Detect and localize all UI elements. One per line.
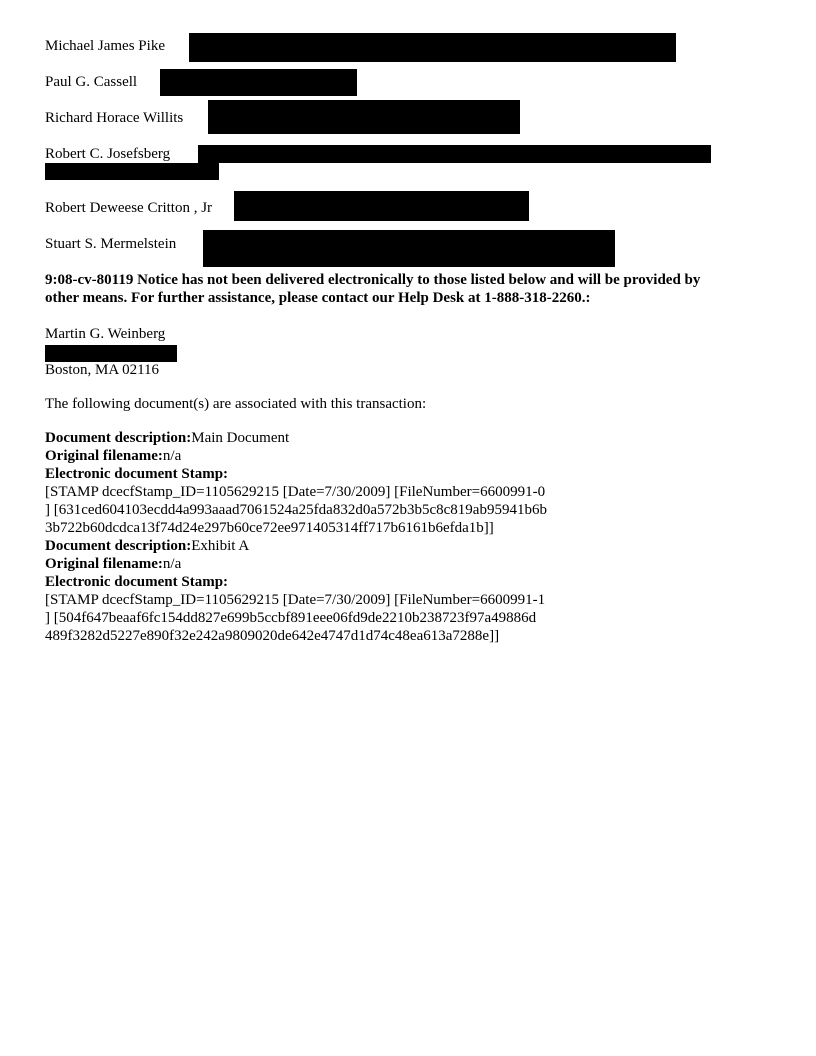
original-filename: Original filename:n/a: [45, 556, 182, 572]
redaction-bar: [203, 230, 615, 267]
stamp-label: Electronic document Stamp:: [45, 466, 229, 482]
notice-line: 9:08-cv-80119 Notice has not been delivered electronically to those listed below and will be provided by: [45, 272, 701, 288]
redaction-bar: [45, 163, 219, 180]
recipient-name: Stuart S. Mermelstein: [45, 236, 177, 252]
recipient-name: Paul G. Cassell: [45, 74, 138, 90]
stamp-line: ] [504f647beaaf6fc154dd827e699b5ccbf891eee06fd9de2210b238723f97a49886d: [45, 610, 537, 626]
notice-line: other means. For further assistance, please contact our Help Desk at 1-888-318-2260.:: [45, 290, 591, 306]
recipient-name: Robert Deweese Critton , Jr: [45, 200, 213, 216]
document-description: Document description:Exhibit A: [45, 538, 250, 554]
stamp-line: [STAMP dcecfStamp_ID=1105629215 [Date=7/30/2009] [FileNumber=6600991-0: [45, 484, 546, 500]
stamp-line: ] [631ced604103ecdd4a993aaad7061524a25fda832d0a572b3b5c8c819ab95941b6b: [45, 502, 547, 518]
recipient-name: Michael James Pike: [45, 38, 165, 54]
redaction-bar: [160, 69, 357, 96]
document-description: Document description:Main Document: [45, 430, 290, 446]
redaction-bar: [189, 33, 676, 62]
stamp-line: 3b722b60dcdca13f74d24e297b60ce72ee971405314ff717b6161b6efda1b]]: [45, 520, 494, 536]
redaction-bar: [45, 345, 177, 362]
recipient-name: Robert C. Josefsberg: [45, 146, 171, 162]
manual-recipient-city: Boston, MA 02116: [45, 362, 160, 378]
original-filename: Original filename:n/a: [45, 448, 182, 464]
stamp-line: [STAMP dcecfStamp_ID=1105629215 [Date=7/30/2009] [FileNumber=6600991-1: [45, 592, 546, 608]
stamp-label: Electronic document Stamp:: [45, 574, 229, 590]
associated-intro: The following document(s) are associated with this transaction:: [45, 396, 427, 412]
redaction-bar: [234, 191, 529, 221]
redaction-bar: [198, 145, 711, 163]
stamp-line: 489f3282d5227e890f32e242a9809020de642e4747d1d74c48ea613a7288e]]: [45, 628, 500, 644]
recipient-name: Richard Horace Willits: [45, 110, 184, 126]
manual-recipient-name: Martin G. Weinberg: [45, 326, 166, 342]
redaction-bar: [208, 100, 520, 134]
